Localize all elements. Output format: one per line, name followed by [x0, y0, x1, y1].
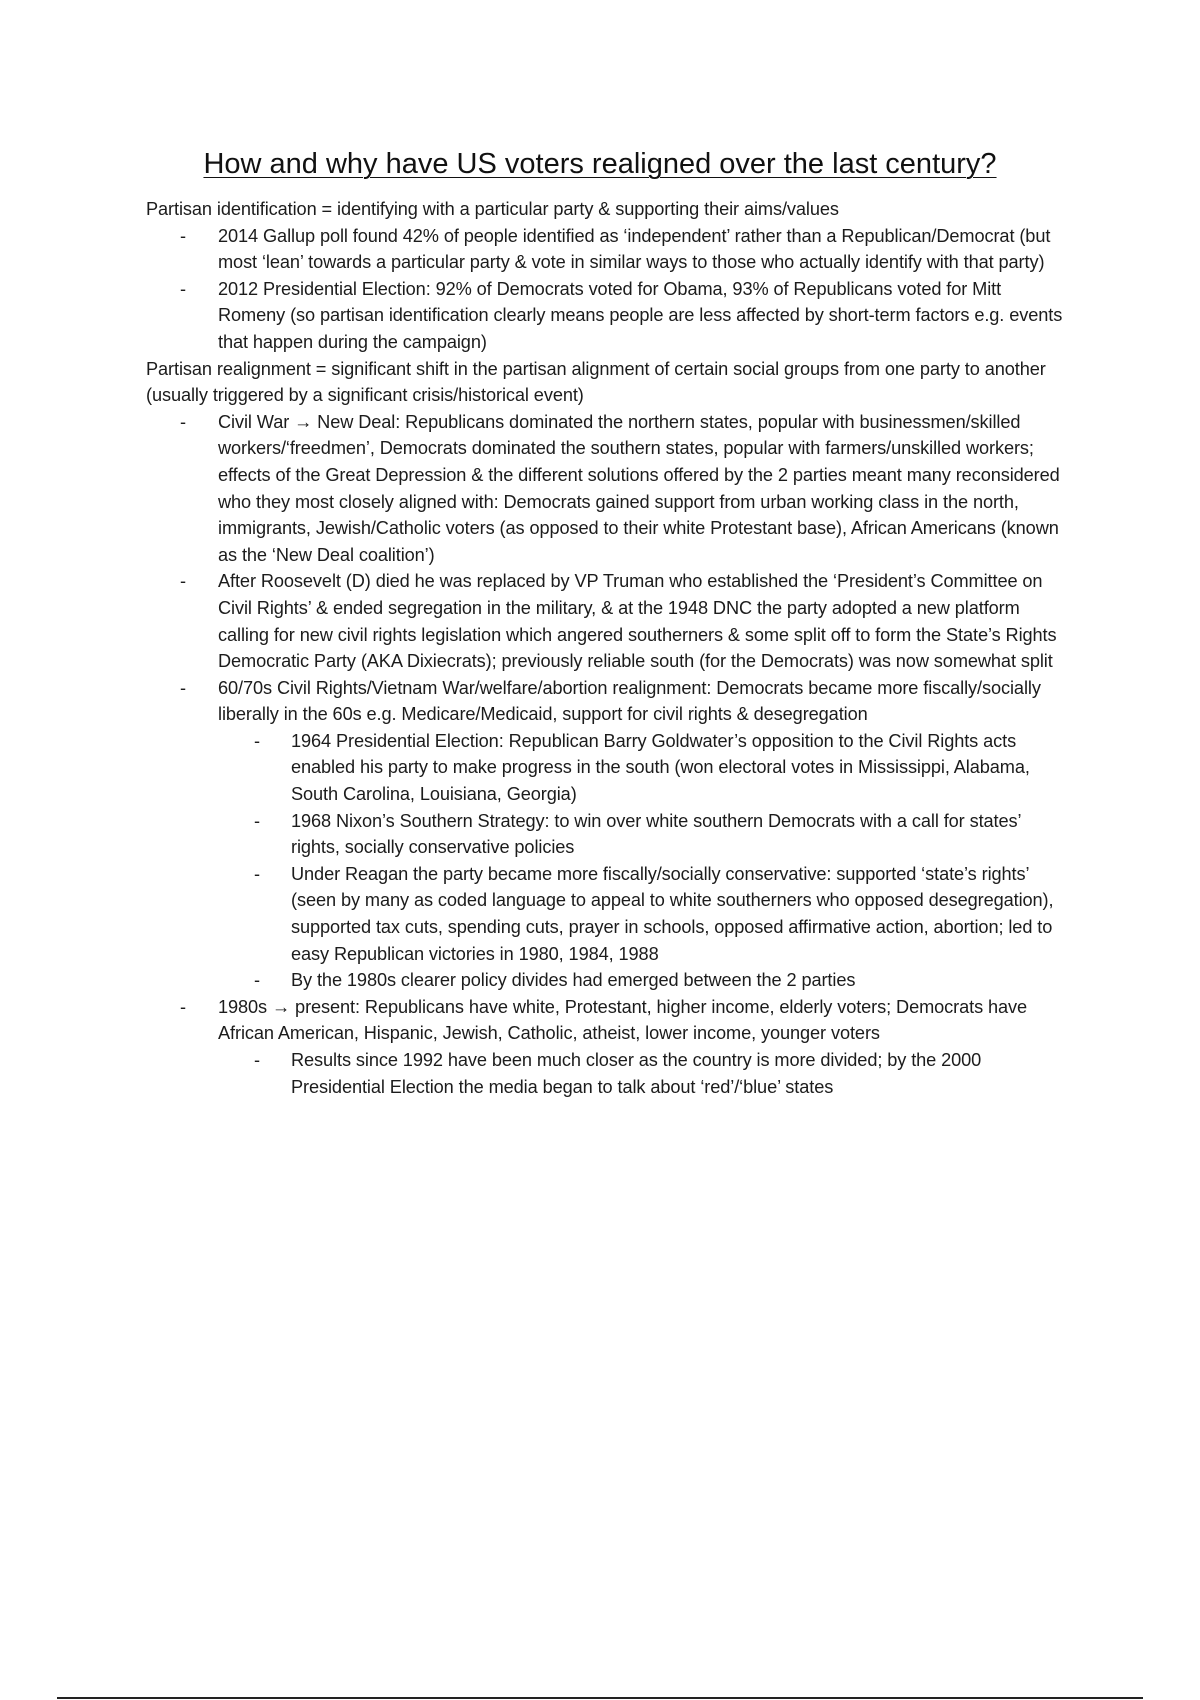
list-item — [146, 675, 1066, 728]
list-item-text: 1964 Presidential Election: Republican Barry Goldwater’s opposition to the Civil Rights acts enabled his party to make progress in the south (won electoral votes in Mississippi, Alabama, South Carolina, Louisiana, Georgia) — [291, 730, 1030, 805]
list-item-text: After Roosevelt (D) died he was replaced by VP Truman who established the ‘President’s Committee on Civil Rights’ & ended segregation in the military, & at the 1948 DNC the party adopted a new platform calling for new civil rights legislation which angered southerners & some split off to form the State’s Rights Democratic Party (AKA Dixiecrats); previously reliable south (for the Democrats) was now somewhat split — [218, 571, 1057, 672]
list-item-text: Under Reagan the party became more fiscally/socially conservative: supported ‘state’s rights’ (seen by many as coded language to appeal to white southerners who opposed desegregation), supported tax cuts, spending cuts, prayer in schools, opposed affirmative action, abortion; led to easy Republican victories in 1980, 1984, 1988 — [291, 863, 1054, 964]
bullet-dash: - — [180, 677, 186, 698]
page-bottom-rule — [57, 1697, 1143, 1699]
list-item — [146, 994, 1066, 1047]
sub-list-item — [146, 1047, 1066, 1100]
definition-paragraph: Partisan identification = identifying with a particular party & supporting their aims/values — [146, 199, 839, 219]
list-item-text: 1980s → present: Republicans have white, Protestant, higher income, elderly voters; Democrats have African American, Hispanic, Jewish, Catholic, atheist, lower income, younger voters — [218, 996, 1028, 1044]
bullet-dash: - — [254, 1050, 260, 1070]
list-item — [146, 276, 1066, 356]
bullet-dash: - — [180, 411, 186, 432]
list-item-text: By the 1980s clearer policy divides had emerged between the 2 parties — [291, 970, 856, 991]
list-item — [146, 409, 1066, 569]
sub-list-item — [146, 861, 1066, 967]
definition-paragraph: Partisan realignment = significant shift in the partisan alignment of certain social groups from one party to another (usually triggered by a significant crisis/historical event) — [146, 358, 1046, 406]
sub-list-item — [146, 728, 1066, 808]
bullet-dash: - — [180, 225, 186, 246]
bullet-dash: - — [254, 970, 260, 991]
bullet-dash: - — [254, 730, 260, 751]
sub-list-item — [146, 967, 1066, 994]
list-item-text: 1968 Nixon’s Southern Strategy: to win over white southern Democrats with a call for states’ rights, socially conservative policies — [291, 810, 1021, 858]
list-item — [146, 568, 1066, 674]
list-item-text: 2012 Presidential Election: 92% of Democrats voted for Obama, 93% of Republicans voted for Mitt Romeny (so partisan identification clearly means people are less affected by short-term factors e.g. events that happen during the campaign) — [218, 278, 1063, 352]
list-item-text: 2014 Gallup poll found 42% of people identified as ‘independent’ rather than a Republican/Democrat (but most ‘lean’ towards a particular party & vote in similar ways to those who actually identify with that party) — [218, 225, 1051, 273]
list-item-text: Results since 1992 have been much closer as the country is more divided; by the 2000 Presidential Election the media began to talk about ‘red’/‘blue’ states — [291, 1050, 982, 1097]
page-title: How and why have US voters realigned over the last century? — [203, 148, 997, 180]
bullet-dash: - — [254, 863, 260, 884]
bullet-dash: - — [254, 810, 260, 831]
bullet-dash: - — [180, 996, 186, 1017]
list-item-text: Civil War → New Deal: Republicans dominated the northern states, popular with businessmen/skilled workers/‘freedmen’, Democrats dominated the southern states, popular with farmers/unskilled workers; effects of the Great Depression & the different solutions offered by the 2 parties meant many reconsidered who they most closely aligned with: Democrats gained support from urban working class in the north, immigrants, Jewish/Catholic voters (as opposed to their white Protestant base), African Americans (known as the ‘New Deal coalition’) — [218, 411, 1060, 565]
sub-list-item — [146, 808, 1066, 861]
document-body — [146, 196, 1066, 1100]
list-item-text: 60/70s Civil Rights/Vietnam War/welfare/abortion realignment: Democrats became more fiscally/socially liberally in the 60s e.g. Medicare/Medicaid, support for civil rights & desegregation — [218, 677, 1041, 725]
list-item — [146, 223, 1066, 276]
bullet-dash: - — [180, 571, 186, 592]
bullet-dash: - — [180, 278, 186, 299]
